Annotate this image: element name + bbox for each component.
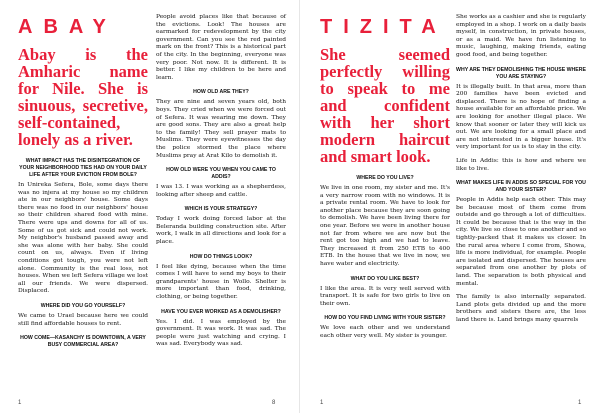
answer: I was 13. I was working as a shepherdess, looking after sheep and cattle. [156,184,286,198]
page1-column-1 [18,14,148,352]
answer: People avoid places like that because of the evictions. Look! The houses are earmarked for redevelopment by the city government. Can you see the red painted mark on the front? This is a historical part of the city. In the beginning, everyone was very poor. Not now. It is different. It is better. I like my children to be here and learn. [156,14,286,81]
answer: They are nine and seven years old, both boys. They cried when we were forced out of Sefera. It was wearing me down. They are good sons. They are also a great help to the family! They sell prayer mats to Muslims. They were eyewitnesses the day the police stormed the place where Muslims pray at Arat Kilo to demolish it. [156,99,286,159]
question: HOW COME—KASANCHY IS DOWNTOWN, A VERY BUSY COMMERCIAL AREA? [20,335,146,349]
answer: It is illegally built. In that area, more than 200 families have been evicted and displaced. There is no hope of finding a house available for an affordable price. We are looking for another illegal place. We know that sooner or later they will kick us out. We are looking for a small place and are not interested in a bigger house. It's very important for us is to stay in the city. [456,83,586,151]
question: HOW OLD ARE THEY? [193,89,249,96]
interviewee-name-abay: ABAY [18,16,117,38]
question: HAVE YOU EVER WORKED AS A DEMOLISHER? [161,308,281,315]
answer: I feel like dying, because when the time comes I will have to send my boys to their grandparents' house in Wollo. Shelter is more important than food, drinking, clothing, or being together. [156,263,286,301]
page-number: 1 [320,400,324,406]
gutter-divider [299,0,300,413]
page2-column-1 [320,14,450,347]
answer: Yes. I did. I was employed by the government. It was work. It was sad. The people were just watching and crying. I was sad. Everybody was sad. [156,318,286,348]
answer: People in Addis help each other. This may be because most of them come from outside and go through a lot of difficulties. It could be because that is the way in the city. We live so close to one another and so tightly-packed that it makes us closer. In the rural area where I come from, Showa, life is more individual, for example. People are isolated and dispersed. The houses are separated from one another by plots of land. The separation is both physical and mental. [456,197,586,287]
page2-column-2 [456,14,586,331]
question: WHAT MAKES LIFE IN ADDIS SO SPECIAL FOR YOU AND YOUR SISTER? [456,180,586,194]
question: WHERE DO YOU LIVE? [356,175,414,181]
question: WHAT DO YOU LIKE BEST? [350,275,420,282]
question: WHICH IS YOUR STRATEGY? [184,206,258,213]
page-number: 1 [578,400,582,406]
intro-lead-tizita: She seemed perfectly willing to speak to me and confident with her short modern haircut and smart look. [320,45,450,166]
page-number: 1 [18,400,22,406]
intro-lead-abay: Abay is the Amharic name for Nile. She is sinuous, secretive, self-contained, lonely as a river. [18,45,148,149]
question: HOW DO YOU FIND LIVING WITH YOUR SISTER? [324,315,446,322]
interviewee-name-tizita: TIZITA [320,16,447,38]
question: WHERE DID YOU GO YOURSELF? [40,302,126,309]
page1-column-2 [156,14,286,355]
question: WHY ARE THEY DEMOLISHING THE HOUSE WHERE YOU ARE STAYING? [456,66,586,80]
question: HOW DO THINGS LOOK? [189,253,253,260]
question: WHAT IMPACT HAS THE DISINTEGRATION OF YOUR NEIGHBORHOOD TIES HAD ON YOUR DAILY LIFE AFTER YOUR EVICTION FROM BOLE? [19,158,147,178]
answer: In Unireka Sefera, Bole, some days there was no injera at my house so my children ate in our neighbors' house. Some days there was no food in our neighbors' house so their children shared food with mine. There were ups and downs for all of us. Some of us got sick and could not work. My neighbor's husband passed away and she was alone with her baby. She could count on us, always. Even if living conditions got tough, you were not left alone. Community is the real loss, not houses. When we left Sefera village we lost all our friends. We were dispersed. Displaced. [18,182,148,295]
answer: We love each other and we understand each other very well. My sister is younger. [320,325,450,339]
answer: We live in one room, my sister and me. It's a very narrow room with no windows. It is a private rental room. We have to look for another place because they are soon going to demolish. We have been living there for one year. Before we were in another house not far from where we are now but the rent got too high and we had to leave. They increased it from 250 ETB to 400 ETB. In the house that we live in now, we have water and electricity. [320,185,450,267]
answer: The family is also internally separated. Land plots gets divided up and the more brothers and sisters there are, the less land there is. Land brings many quarrels [456,294,586,323]
page-number: 8 [272,400,276,406]
answer: She works as a cashier and she is regularly employed in a shop. I work on a daily basis myself, in construction, in private houses, or as a maid. We have fun listening to music, laughing, making friends, eating good food, and being together. [456,14,586,58]
answer: Today I work doing forced labor at the Beleranda building construction site. After work, I walk in all directions and look for a place. [156,216,286,246]
answer: Life in Addis: this is how and where we like to live. [456,157,586,172]
answer: We came to Urael because here we could still find affordable houses to rent. [18,312,148,327]
question: HOW OLD WERE YOU WHEN YOU CAME TO ADDIS? [166,167,276,181]
answer: I like the area. It is very well served with transport. It is safe for two girls to live on their own. [320,285,450,307]
